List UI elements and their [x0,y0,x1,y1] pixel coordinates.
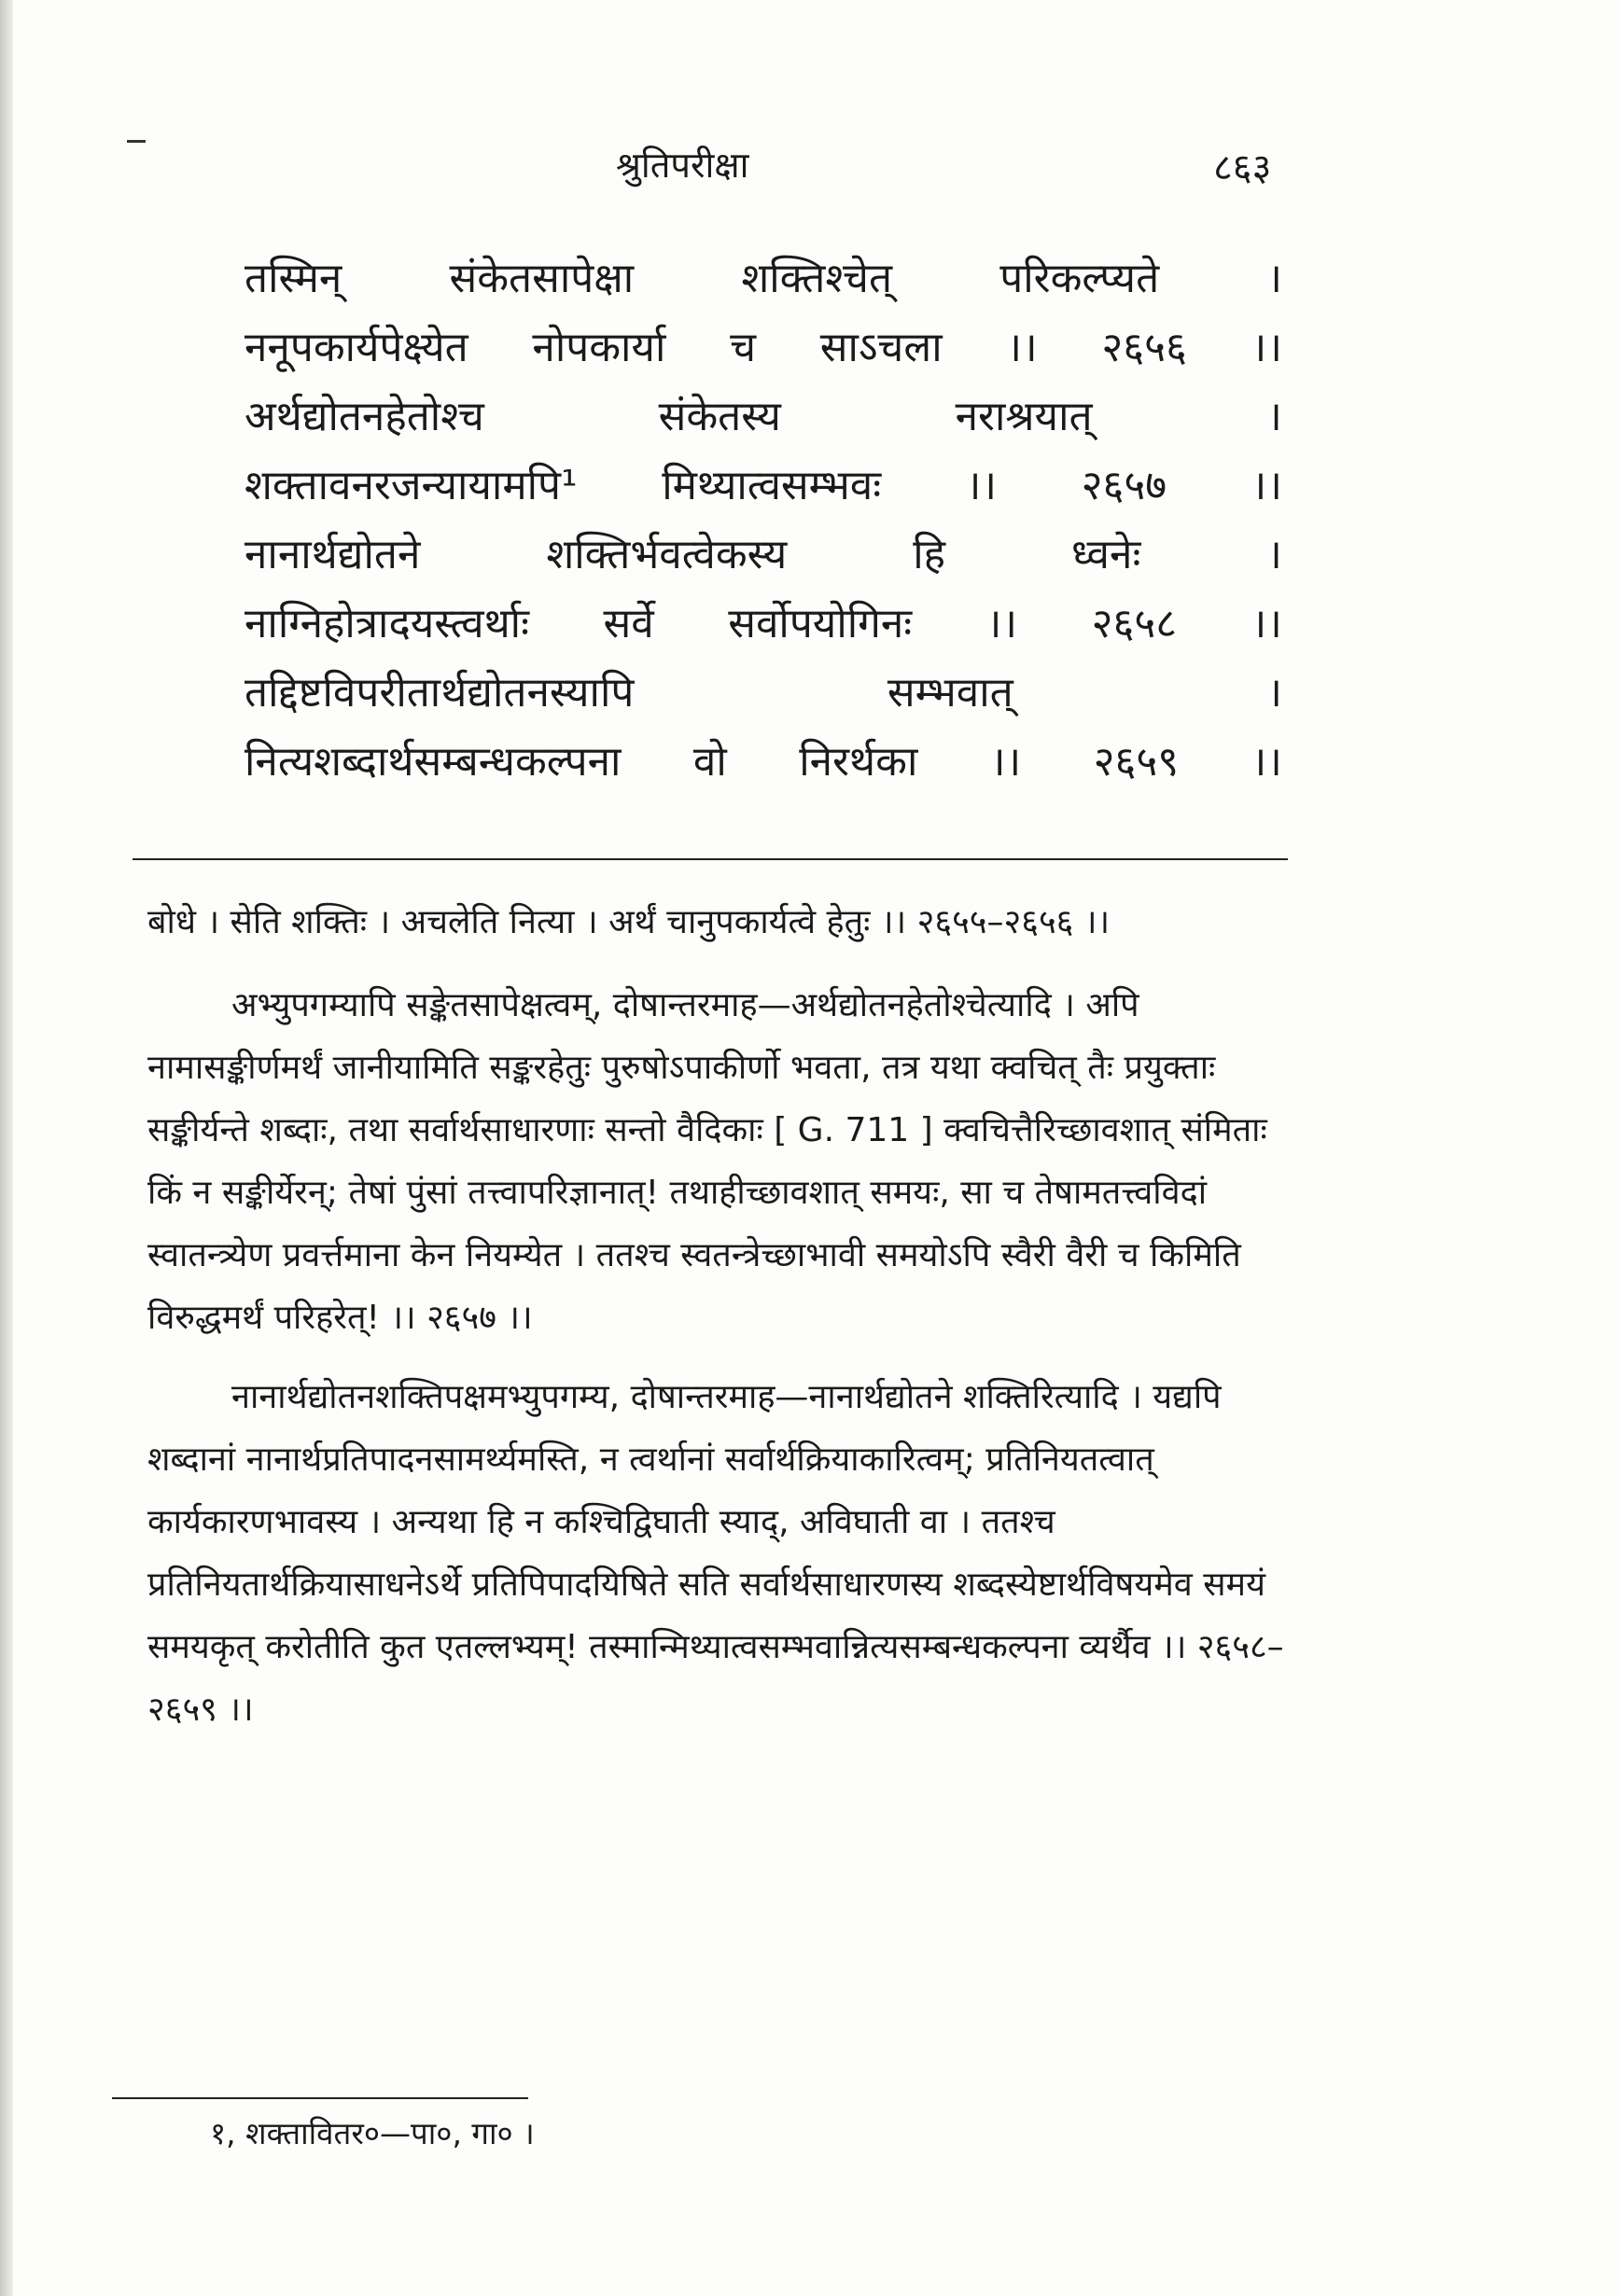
footnote-divider [112,2097,528,2099]
commentary-paragraph: बोधे । सेति शक्तिः । अचलेति नित्या । अर्थं चानुपकार्यत्वे हेतुः ।। २६५५–२६५६ ।। [147,903,1111,941]
running-title: श्रुतिपरीक्षा [616,145,749,186]
verse-line: तस्मिन् संकेतसापेक्षा शक्तिश्चेत् परिकल्प्यते । [245,255,1282,302]
commentary-block [147,891,1305,1758]
verse-line: ननूपकार्यपेक्ष्येत नोपकार्या च साऽचला ।। २६५६ ।। [245,324,1282,371]
page-number: ८६३ [1213,146,1272,189]
verse-line: शक्तावनरजन्यायामपि¹ मिथ्यात्वसम्भवः ।। २६५७ ।। [245,462,1282,509]
footnote: १, शक्तावितर०—पा०, गा० । [210,2115,535,2151]
verse-line: नाग्निहोत्रादयस्त्वर्थाः सर्वे सर्वोपयोगिनः ।। २६५८ ।। [245,600,1282,647]
verse-commentary-divider [133,858,1288,860]
verse-block [245,244,1282,797]
verse-line: नित्यशब्दार्थसम्बन्धकल्पना वो निरर्थका ।। २६५९ ।। [245,738,1282,786]
verse-line: नानार्थद्योतने शक्तिर्भवत्वेकस्य हि ध्वनेः । [245,531,1282,578]
commentary-paragraph: अभ्युपगम्यापि सङ्केतसापेक्षत्वम्, दोषान्तरमाह—अर्थद्योतनहेतोश्चेत्यादि । अपि नामासङ्कीर्णमर्थं जानीयामिति सङ्करहेतुः पुरुषोऽपाकीर्णो भवता, तत्र यथा क्वचित् तैः प्रयुक्ताः सङ्कीर्यन्ते शब्दाः, तथा सर्वार्थसाधारणाः सन्तो वैदिकाः [ G. 711 ] क्वचित्तैरिच्छावशात् संमिताः किं न सङ्कीर्येरन्; तेषां पुंसां तत्त्वापरिज्ञानात्! तथाहीच्छावशात् समयः, सा च तेषामतत्त्वविदां स्वातन्त्र्येण प्रवर्त्तमाना केन नियम्येत । ततश्च स्वतन्त्रेच्छाभावी समयोऽपि स्वैरी वैरी च किमिति विरुद्धमर्थं परिहरेत्! ।। २६५७ ।। [147,986,1267,1337]
commentary-paragraph: नानार्थद्योतनशक्तिपक्षमभ्युपगम्य, दोषान्तरमाह—नानार्थद्योतने शक्तिरित्यादि । यद्यपि शब्दानां नानार्थप्रतिपादनसामर्थ्यमस्ति, न त्वर्थानां सर्वार्थक्रियाकारित्वम्; प्रतिनियतत्वात् कार्यकारणभावस्य । अन्यथा हि न कश्चिद्विघाती स्याद्, अविघाती वा । ततश्च प्रतिनियतार्थक्रियासाधनेऽर्थे प्रतिपिपादयिषिते सति सर्वार्थसाधारणस्य शब्दस्येष्टार्थविषयमेव समयं समयकृत् करोतीति कुत एतल्लभ्यम्! तस्मान्मिथ्यात्वसम्भवान्नित्यसम्बन्धकल्पना व्यर्थैव ।। २६५८–२६५९ ।। [147,1378,1284,1729]
page-binding-edge [0,0,13,2296]
verse-line: अर्थद्योतनहेतोश्च संकेतस्य नराश्रयात् । [245,393,1282,440]
verse-line: तद्दिष्टविपरीतार्थद्योतनस्यापि सम्भवात् । [245,669,1282,717]
page-header [0,140,1621,196]
